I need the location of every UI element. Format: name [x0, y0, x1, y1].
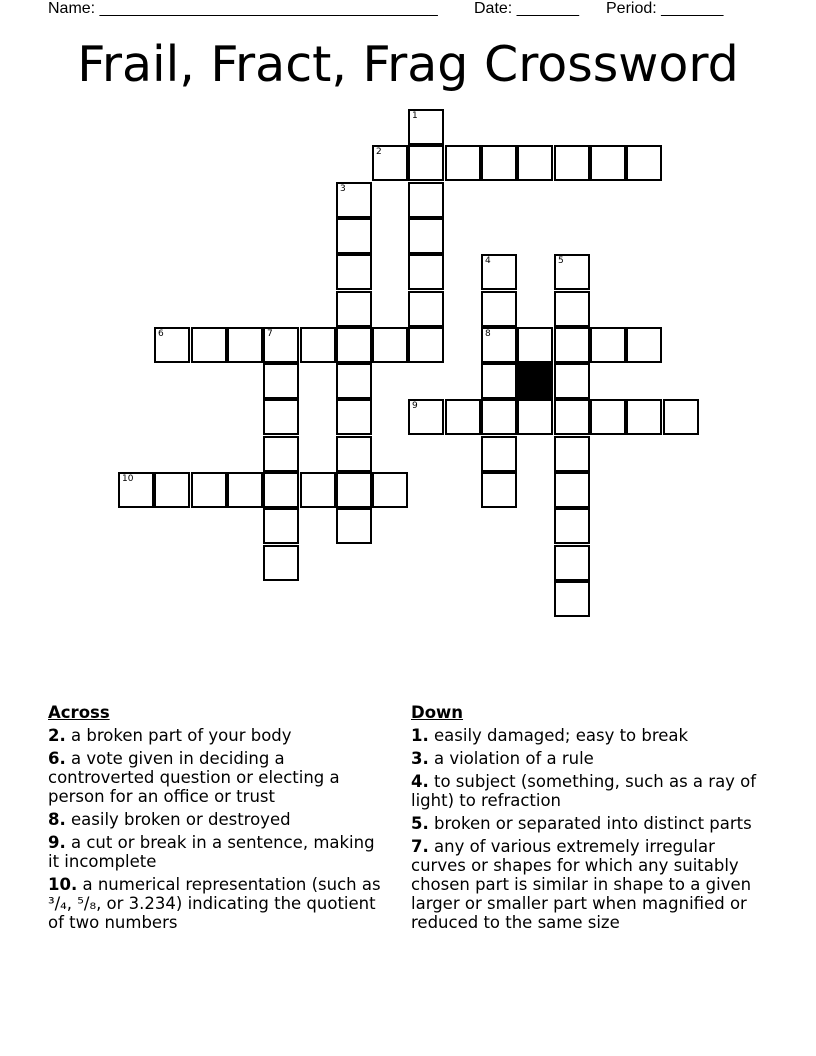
grid-cell[interactable] — [263, 436, 299, 472]
grid-cell[interactable] — [481, 145, 517, 181]
grid-cell[interactable] — [445, 145, 481, 181]
grid-cell[interactable] — [481, 472, 517, 508]
clue-down-7: 7. any of various extremely irregular curves or shapes for which any suitably chosen part is similar in shape to a given larger or smaller part when magnified or reduced to the same size — [411, 837, 752, 932]
grid-cell[interactable] — [408, 254, 444, 290]
clue-number: 9 — [412, 401, 418, 411]
grid-cell[interactable] — [408, 399, 444, 435]
grid-cell[interactable] — [626, 399, 662, 435]
grid-cell[interactable] — [336, 472, 372, 508]
clue-number: 1 — [412, 111, 418, 121]
grid-cell[interactable] — [481, 291, 517, 327]
clue-number: 4 — [485, 256, 491, 266]
clue-number: 6 — [158, 329, 164, 339]
grid-cell[interactable] — [263, 472, 299, 508]
grid-cell[interactable] — [626, 327, 662, 363]
name-field: Name: ______________________________________ — [48, 0, 438, 17]
grid-cell[interactable] — [554, 291, 590, 327]
grid-cell[interactable] — [554, 363, 590, 399]
grid-cell[interactable] — [336, 399, 372, 435]
grid-cell[interactable] — [554, 436, 590, 472]
grid-cell[interactable] — [554, 581, 590, 617]
clue-down-3: 3. a violation of a rule — [411, 749, 594, 768]
grid-cell[interactable] — [372, 472, 408, 508]
grid-cell[interactable] — [263, 545, 299, 581]
grid-cell[interactable] — [408, 109, 444, 145]
grid-cell[interactable] — [554, 145, 590, 181]
grid-cell[interactable] — [554, 508, 590, 544]
clue-number: 8 — [485, 329, 491, 339]
grid-cell[interactable] — [263, 363, 299, 399]
grid-cell[interactable] — [554, 327, 590, 363]
grid-cell[interactable] — [590, 145, 626, 181]
grid-cell[interactable] — [408, 182, 444, 218]
grid-cell[interactable] — [336, 327, 372, 363]
grid-cell[interactable] — [263, 399, 299, 435]
clue-across-8: 8. easily broken or destroyed — [48, 810, 291, 829]
grid-cell[interactable] — [336, 291, 372, 327]
clue-number: 10 — [122, 474, 134, 484]
grid-cell[interactable] — [663, 399, 699, 435]
grid-cell[interactable] — [263, 508, 299, 544]
across-heading: Across — [48, 703, 110, 722]
grid-cell[interactable] — [408, 291, 444, 327]
clue-number: 5 — [558, 256, 564, 266]
page-title: Frail, Fract, Frag Crossword — [77, 36, 739, 93]
grid-cell[interactable] — [372, 327, 408, 363]
across-clues — [48, 703, 388, 936]
grid-cell[interactable] — [481, 436, 517, 472]
grid-cell[interactable] — [372, 145, 408, 181]
grid-cell[interactable] — [481, 327, 517, 363]
grid-cell[interactable] — [517, 145, 553, 181]
grid-cell[interactable] — [227, 327, 263, 363]
grid-cell[interactable] — [408, 145, 444, 181]
clue-down-1: 1. easily damaged; easy to break — [411, 726, 689, 745]
grid-cell[interactable] — [336, 363, 372, 399]
grid-cell[interactable] — [481, 399, 517, 435]
grid-cell[interactable] — [118, 472, 154, 508]
grid-cell[interactable] — [336, 182, 372, 218]
grid-cell[interactable] — [154, 472, 190, 508]
grid-cell[interactable] — [263, 327, 299, 363]
grid-cell[interactable] — [408, 218, 444, 254]
grid-cell[interactable] — [191, 472, 227, 508]
clue-across-10: 10. a numerical representation (such as ³/₄, ⁵/₈, or 3.234) indicating the quotient of two numbers — [48, 875, 381, 932]
grid-cell[interactable] — [336, 254, 372, 290]
clue-number: 7 — [267, 329, 273, 339]
grid-cell[interactable] — [191, 327, 227, 363]
grid-cell[interactable] — [227, 472, 263, 508]
clue-number: 2 — [376, 147, 382, 157]
clue-down-5: 5. broken or separated into distinct parts — [411, 814, 752, 833]
grid-cell[interactable] — [626, 145, 662, 181]
grid-cell[interactable] — [481, 254, 517, 290]
down-clues — [411, 703, 771, 936]
grid-cell[interactable] — [554, 545, 590, 581]
black-cell — [517, 363, 553, 399]
clue-number: 3 — [340, 184, 346, 194]
grid-cell[interactable] — [517, 327, 553, 363]
period-field: Period: _______ — [606, 0, 724, 17]
grid-cell[interactable] — [554, 254, 590, 290]
clue-across-6: 6. a vote given in deciding a controverted question or electing a person for an office or trust — [48, 749, 340, 806]
grid-cell[interactable] — [336, 508, 372, 544]
grid-cell[interactable] — [590, 327, 626, 363]
grid-cell[interactable] — [554, 472, 590, 508]
down-heading: Down — [411, 703, 464, 722]
grid-cell[interactable] — [154, 327, 190, 363]
grid-cell[interactable] — [336, 218, 372, 254]
grid-cell[interactable] — [445, 399, 481, 435]
clue-across-2: 2. a broken part of your body — [48, 726, 292, 745]
clue-across-9: 9. a cut or break in a sentence, making it incomplete — [48, 833, 375, 871]
date-field: Date: _______ — [474, 0, 579, 17]
grid-cell[interactable] — [481, 363, 517, 399]
grid-cell[interactable] — [336, 436, 372, 472]
grid-cell[interactable] — [554, 399, 590, 435]
grid-cell[interactable] — [408, 327, 444, 363]
clue-down-4: 4. to subject (something, such as a ray of light) to refraction — [411, 772, 757, 810]
grid-cell[interactable] — [300, 472, 336, 508]
grid-cell[interactable] — [517, 399, 553, 435]
grid-cell[interactable] — [300, 327, 336, 363]
grid-cell[interactable] — [590, 399, 626, 435]
